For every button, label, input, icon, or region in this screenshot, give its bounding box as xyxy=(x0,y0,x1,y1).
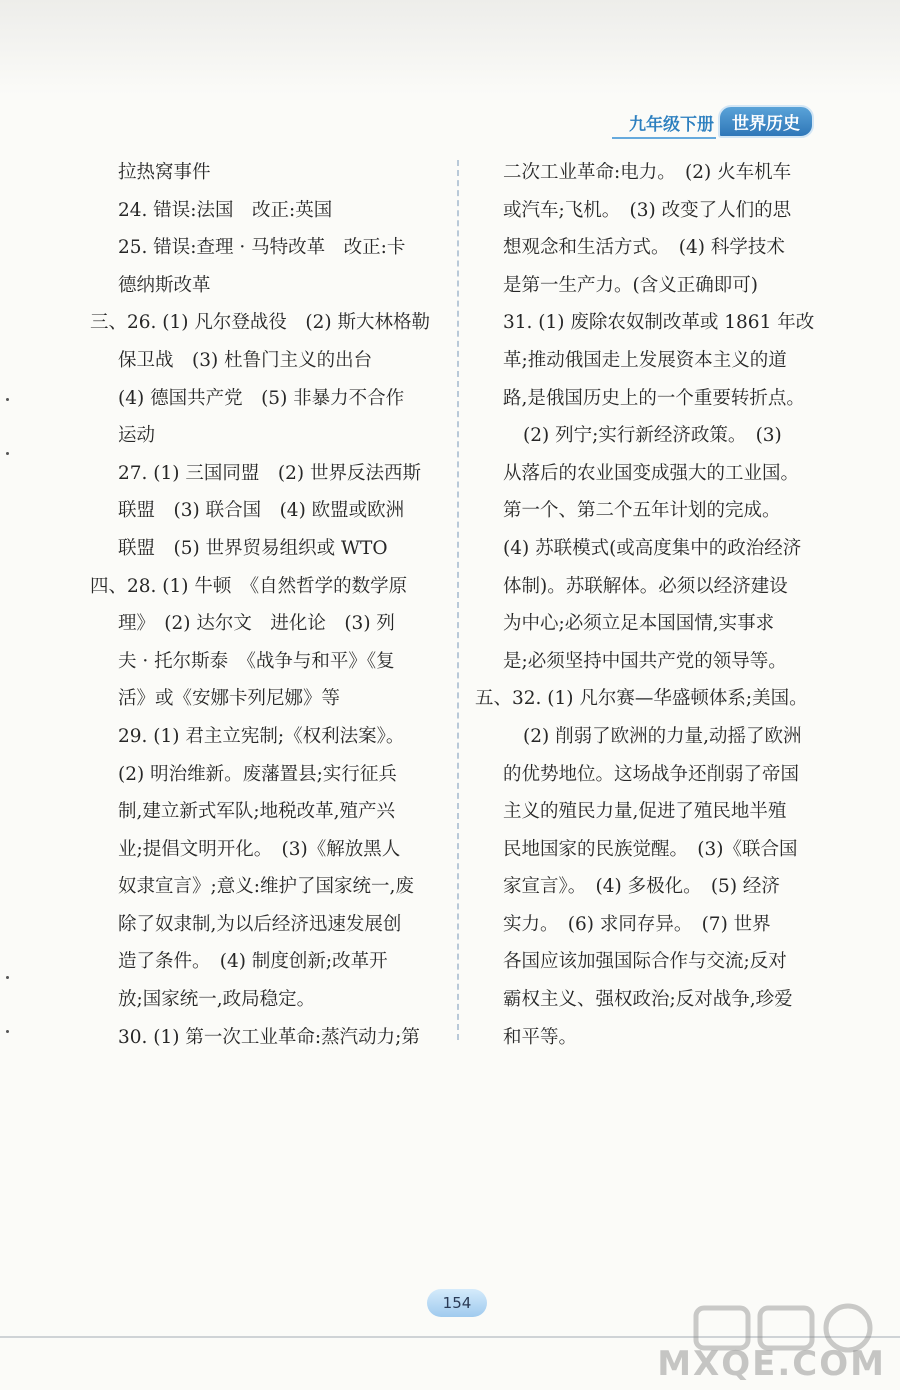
answer-line: 五、32. (1) 凡尔赛—华盛顿体系;美国。 xyxy=(475,688,808,710)
header-rule xyxy=(612,137,716,139)
answer-line: (2) 明治维新。废藩置县;实行征兵 xyxy=(118,763,397,785)
column-divider xyxy=(457,160,459,1040)
answer-line: 31. (1) 废除农奴制改革或 1861 年改 xyxy=(503,312,815,334)
answer-line: 四、28. (1) 牛顿 《自然哲学的数学原 xyxy=(90,575,408,597)
grade-label: 九年级下册 xyxy=(629,115,714,135)
answer-line: 27. (1) 三国同盟 (2) 世界反法西斯 xyxy=(118,462,421,484)
answer-line: 是;必须坚持中国共产党的领导等。 xyxy=(503,650,787,672)
answer-line: 联盟 (3) 联合国 (4) 欧盟或欧洲 xyxy=(118,500,405,522)
answer-line: 霸权主义、强权政治;反对战争,珍爱 xyxy=(503,989,793,1011)
answer-column-right xyxy=(475,154,827,1056)
answer-line: 拉热窝事件 xyxy=(118,162,211,183)
answer-line: (2) 列宁;实行新经济政策。 (3) xyxy=(523,425,782,447)
answer-line: 从落后的农业国变成强大的工业国。 xyxy=(503,462,800,484)
answer-column-left xyxy=(90,154,442,1056)
answer-line: 运动 xyxy=(118,425,156,447)
answer-line: 除了奴隶制,为以后经济迅速发展创 xyxy=(118,913,402,935)
answer-line: 和平等。 xyxy=(503,1026,578,1048)
answer-line: 主义的殖民力量,促进了殖民地半殖 xyxy=(503,801,787,823)
answer-line: 想观念和生活方式。 (4) 科学技术 xyxy=(503,237,785,259)
answer-line: 奴隶宣言》;意义:维护了国家统一,废 xyxy=(118,876,414,898)
answer-line: 理》 (2) 达尔文 进化论 (3) 列 xyxy=(118,613,395,635)
answer-line: 三、26. (1) 凡尔登战役 (2) 斯大林格勒 xyxy=(90,312,430,334)
answer-line: (4) 德国共产党 (5) 非暴力不合作 xyxy=(118,387,405,409)
answer-line: (2) 削弱了欧洲的力量,动摇了欧洲 xyxy=(523,725,802,747)
answer-line: 或汽车;飞机。 (3) 改变了人们的思 xyxy=(503,199,792,221)
answer-line: 夫 · 托尔斯泰 《战争与和平》《复 xyxy=(118,650,395,672)
answer-line: 联盟 (5) 世界贸易组织或 WTO xyxy=(118,537,388,559)
answer-line: 是第一生产力。(含义正确即可) xyxy=(503,274,758,296)
answer-line: 第一个、第二个五年计划的完成。 xyxy=(503,500,781,522)
page-top-shadow xyxy=(0,0,900,95)
answer-line: (4) 苏联模式(或高度集中的政治经济 xyxy=(503,537,802,559)
answer-line: 革;推动俄国走上发展资本主义的道 xyxy=(503,349,787,371)
answer-line: 30. (1) 第一次工业革命:蒸汽动力;第 xyxy=(118,1026,420,1048)
page-number: 154 xyxy=(427,1289,487,1317)
answer-line: 家宣言》。 (4) 多极化。 (5) 经济 xyxy=(503,876,780,898)
answer-line: 为中心;必须立足本国国情,实事求 xyxy=(503,613,775,635)
answer-line: 造了条件。 (4) 制度创新;改革开 xyxy=(118,951,388,973)
watermark-text: MXQE.COM xyxy=(657,1344,886,1384)
margin-dot xyxy=(6,1030,9,1033)
answer-line: 活》或《安娜卡列尼娜》等 xyxy=(118,688,341,710)
answer-line: 业;提倡文明开化。 (3)《解放黑人 xyxy=(118,838,401,860)
answer-line: 的优势地位。这场战争还削弱了帝国 xyxy=(503,763,800,785)
answer-line: 24. 错误:法国 改正:英国 xyxy=(118,199,333,221)
margin-dot xyxy=(6,452,9,455)
answer-line: 二次工业革命:电力。 (2) 火车机车 xyxy=(503,162,792,183)
answer-line: 保卫战 (3) 杜鲁门主义的出台 xyxy=(118,349,373,371)
answer-line: 实力。 (6) 求同存异。 (7) 世界 xyxy=(503,913,771,935)
margin-dot xyxy=(6,398,9,401)
answer-line: 路,是俄国历史上的一个重要转折点。 xyxy=(503,387,805,409)
answer-line: 体制)。苏联解体。必须以经济建设 xyxy=(503,575,788,597)
margin-dot xyxy=(6,976,9,979)
answer-line: 民地国家的民族觉醒。 (3)《联合国 xyxy=(503,838,798,860)
answer-line: 制,建立新式军队;地税改革,殖产兴 xyxy=(118,801,395,823)
answer-line: 25. 错误:查理 · 马特改革 改正:卡 xyxy=(118,237,406,259)
page-header xyxy=(629,108,814,138)
answer-line: 29. (1) 君主立宪制;《权利法案》。 xyxy=(118,725,405,747)
answer-line: 各国应该加强国际合作与交流;反对 xyxy=(503,951,787,973)
answer-line: 放;国家统一,政局稳定。 xyxy=(118,989,316,1011)
subject-badge: 世界历史 xyxy=(718,105,814,138)
answer-line: 德纳斯改革 xyxy=(118,274,211,296)
